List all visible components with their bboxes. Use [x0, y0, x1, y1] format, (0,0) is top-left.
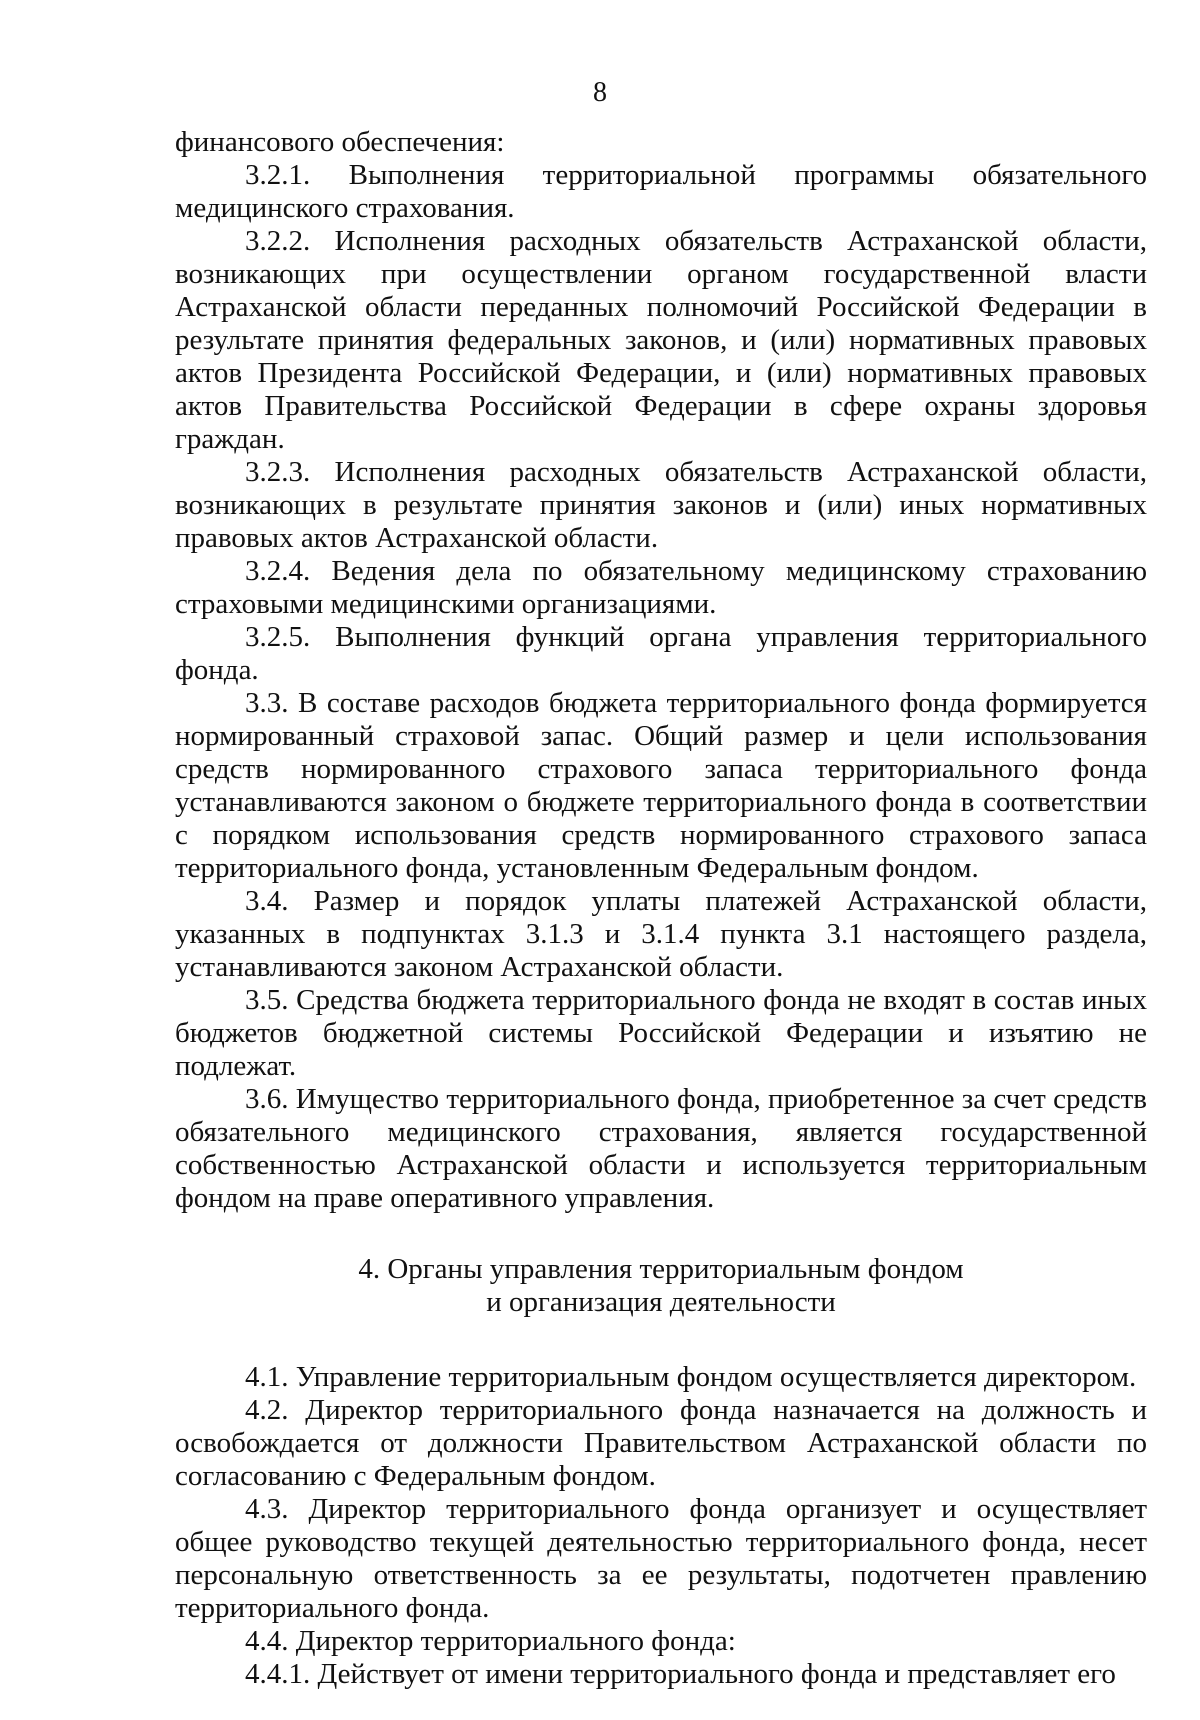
paragraph: 3.3. В составе расходов бюджета территориального фонда формируется нормированный страховой запас. Общий размер и цели использования средств нормированного страхового запаса территориального фонда устанавливаются законом о бюджете территориального фонда в соответствии с порядком использования средств нормированного страхового запаса территориального фонда, установленным Федеральным фондом.	[175, 687, 1147, 884]
paragraph: 3.2.3. Исполнения расходных обязательств Астраханской области, возникающих в результате принятия законов и (или) иных нормативных правовых актов Астраханской области.	[175, 456, 1147, 554]
paragraph: 4.4. Директор территориального фонда:	[245, 1625, 736, 1657]
paragraph: 4.2. Директор территориального фонда назначается на должность и освобождается от должности Правительством Астраханской области по согласованию с Федеральным фондом.	[175, 1394, 1147, 1492]
paragraph: 4.4.1. Действует от имени территориального фонда и представляет его	[245, 1658, 1116, 1690]
paragraph: 3.2.1. Выполнения территориальной программы обязательного медицинского страхования.	[175, 159, 1147, 224]
paragraph: 3.2.2. Исполнения расходных обязательств Астраханской области, возникающих при осуществлении органом государственной власти Астраханской области переданных полномочий Российской Федерации в результате принятия федеральных законов, и (или) нормативных правовых актов Президента Российской Федерации, и (или) нормативных правовых актов Правительства Российской Федерации в сфере охраны здоровья граждан.	[175, 225, 1147, 455]
paragraph: 3.6. Имущество территориального фонда, приобретенное за счет средств обязательного медицинского страхования, является государственной собственностью Астраханской области и используется территориальным фондом на праве оперативного управления.	[175, 1083, 1147, 1214]
section-heading-line: 4. Органы управления территориальным фондом	[358, 1253, 964, 1285]
document-body	[175, 126, 1147, 1691]
paragraph: финансового обеспечения:	[175, 126, 505, 158]
paragraph: 3.2.4. Ведения дела по обязательному медицинскому страхованию страховыми медицинскими организациями.	[175, 555, 1147, 620]
section-heading	[175, 1253, 1147, 1319]
paragraph: 3.2.5. Выполнения функций органа управления территориального фонда.	[175, 621, 1147, 686]
paragraph: 4.1. Управление территориальным фондом осуществляется директором.	[245, 1361, 1137, 1393]
paragraph: 4.3. Директор территориального фонда организует и осуществляет общее руководство текущей деятельностью территориального фонда, несет персональную ответственность за ее результаты, подотчетен правлению территориального фонда.	[175, 1493, 1147, 1624]
paragraph: 3.4. Размер и порядок уплаты платежей Астраханской области, указанных в подпунктах 3.1.3 и 3.1.4 пункта 3.1 настоящего раздела, устанавливаются законом Астраханской области.	[175, 885, 1147, 983]
paragraph: 3.5. Средства бюджета территориального фонда не входят в состав иных бюджетов бюджетной системы Российской Федерации и изъятию не подлежат.	[175, 984, 1147, 1082]
page-number: 8	[593, 77, 607, 108]
section-heading-line: и организация деятельности	[486, 1286, 836, 1318]
